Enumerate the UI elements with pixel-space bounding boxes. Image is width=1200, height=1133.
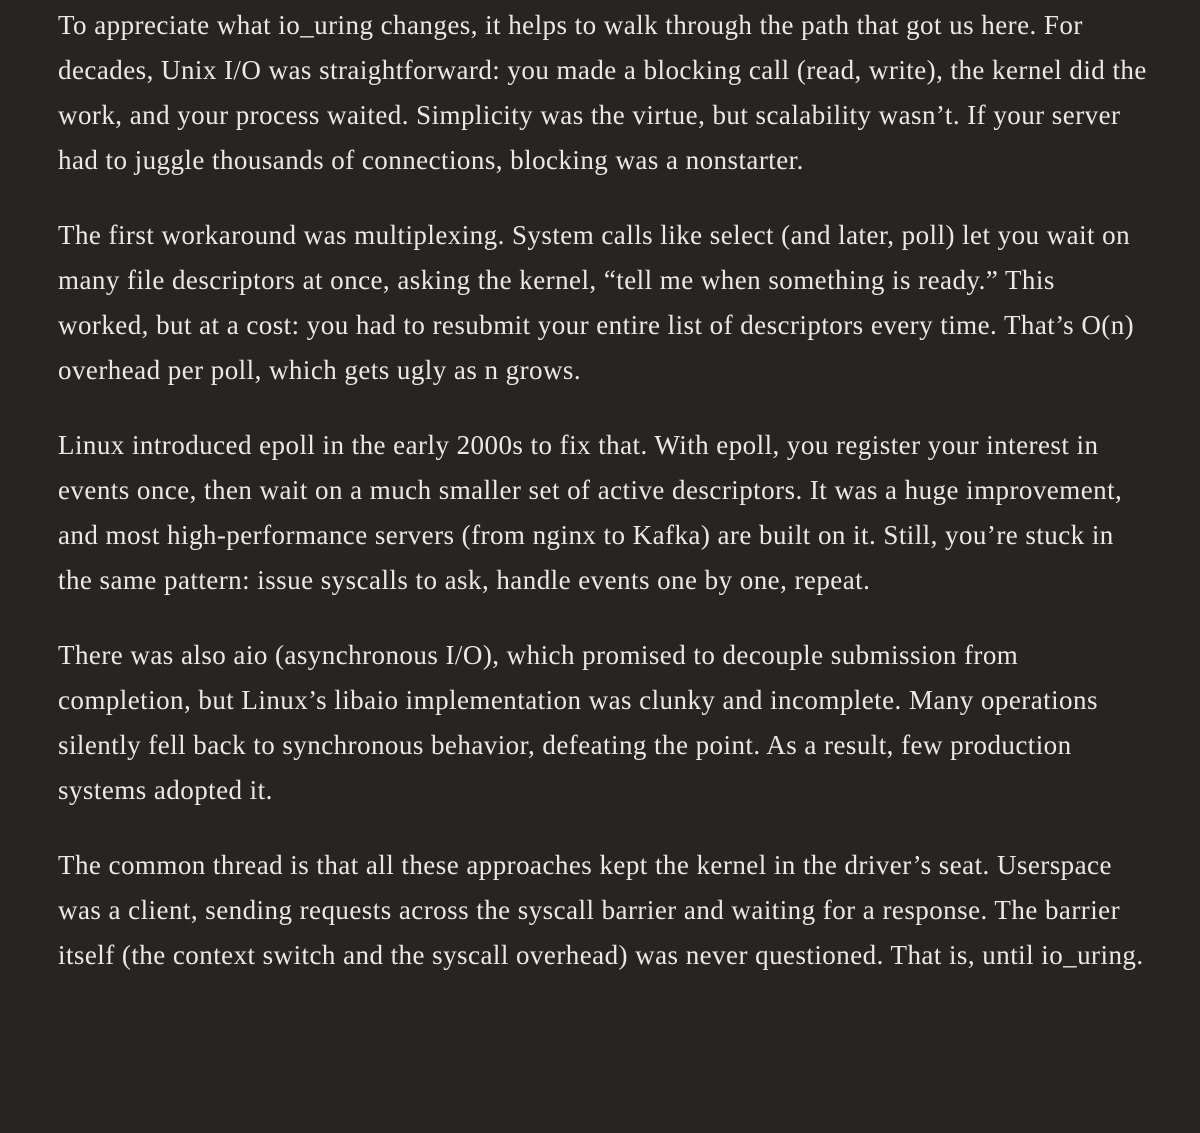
paragraph-multiplexing: The first workaround was multiplexing. System calls like select (and later, poll) let you wait on many file descriptors at once, asking the kernel, “tell me when something is ready.” This worked, but at a cost: you had to resubmit your entire list of descriptors every time. That’s O(n) overhead per poll, which gets ugly as n grows. — [58, 220, 1135, 385]
article-body — [0, 3, 1200, 1133]
paragraph-common-thread: The common thread is that all these approaches kept the kernel in the driver’s seat. Userspace was a client, sending requests across the syscall barrier and waiting for a response. The barrier itself (the context switch and the syscall overhead) was never questioned. That is, until io_uring. — [58, 850, 1144, 970]
paragraph-epoll: Linux introduced epoll in the early 2000s to fix that. With epoll, you register your interest in events once, then wait on a much smaller set of active descriptors. It was a huge improvement, and most high-performance servers (from nginx to Kafka) are built on it. Still, you’re stuck in the same pattern: issue syscalls to ask, handle events one by one, repeat. — [58, 430, 1123, 595]
paragraph-history-intro: To appreciate what io_uring changes, it helps to walk through the path that got us here. For decades, Unix I/O was straightforward: you made a blocking call (read, write), the kernel did the work, and your process waited. Simplicity was the virtue, but scalability wasn’t. If your server had to juggle thousands of connections, blocking was a nonstarter. — [58, 10, 1147, 175]
paragraph-aio: There was also aio (asynchronous I/O), which promised to decouple submission from completion, but Linux’s libaio implementation was clunky and incomplete. Many operations silently fell back to synchronous behavior, defeating the point. As a result, few production systems adopted it. — [58, 640, 1098, 805]
